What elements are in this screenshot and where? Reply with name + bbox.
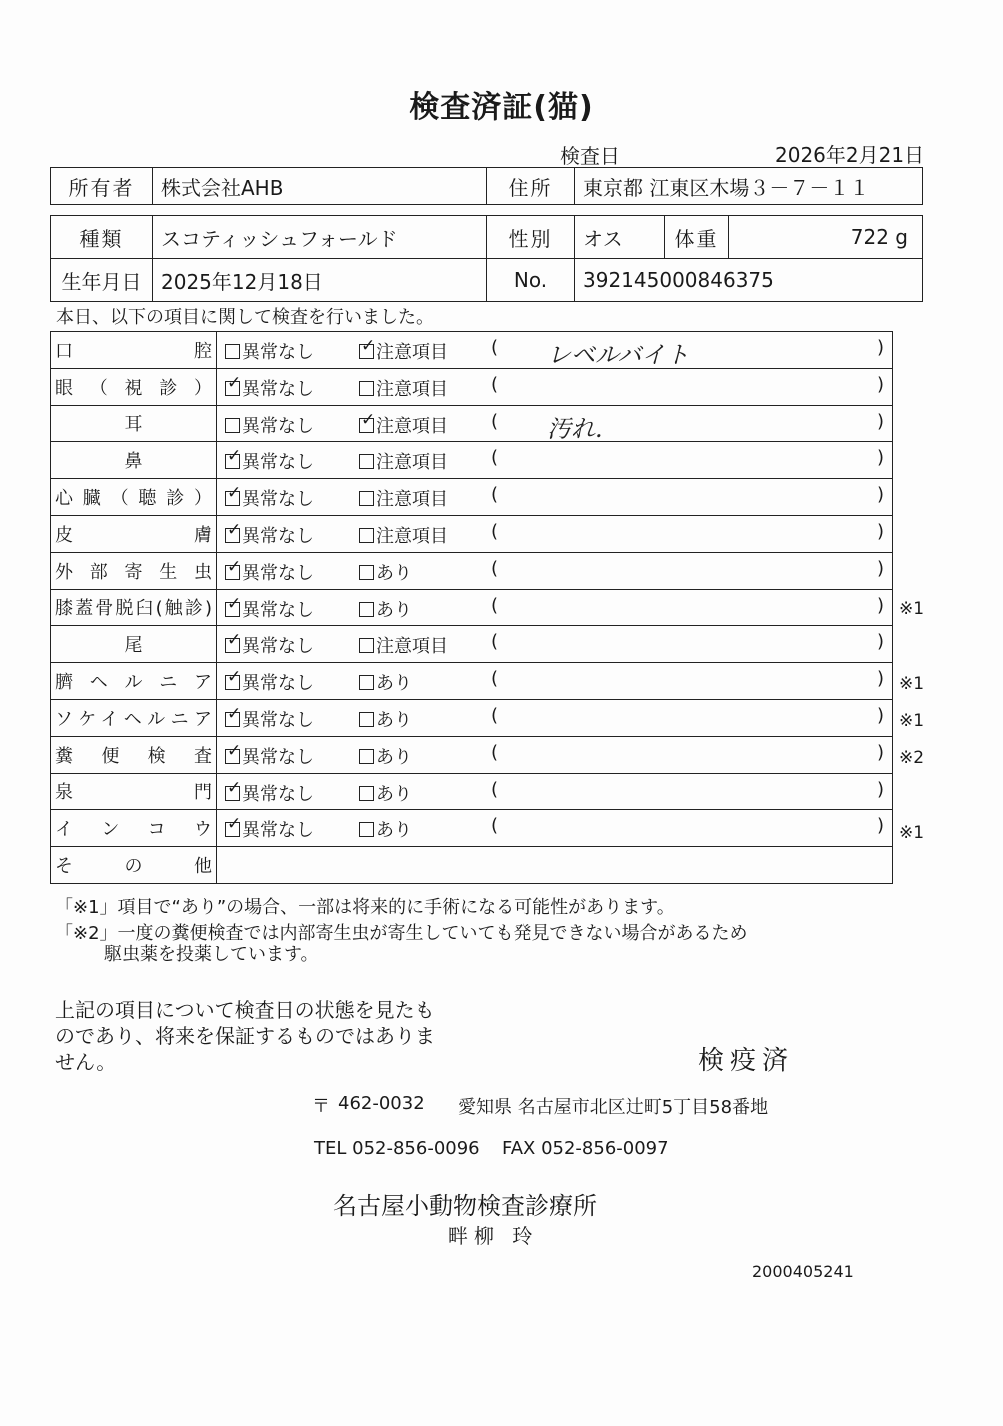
close-paren: ) [876, 815, 884, 837]
item-name-cell [51, 552, 217, 589]
close-paren: ) [876, 484, 884, 506]
other-label: 注意項目 [376, 525, 448, 547]
normal-label: 異常なし [242, 452, 314, 474]
footnote-2: 「※2」一度の糞便検査では内部寄生虫が寄生していても発見できない場合があるため [55, 923, 748, 944]
close-paren: ) [876, 557, 884, 579]
checkbox-icon[interactable] [225, 749, 240, 764]
item-name-cell [51, 405, 217, 442]
close-paren: ) [876, 337, 884, 358]
checkbox-icon[interactable] [359, 712, 374, 727]
checkbox-icon[interactable] [359, 749, 374, 764]
close-paren: ) [876, 631, 884, 653]
birth-value: 2025年12月18日 [153, 259, 487, 302]
no-label: No. [487, 259, 575, 302]
other-option[interactable] [359, 522, 448, 548]
table-row [51, 368, 893, 405]
breed-value: スコティッシュフォールド [153, 216, 487, 259]
owner-address: 東京都 江東区木場３－７－１１ [575, 168, 923, 205]
owner-value: 株式会社AHB [153, 168, 487, 205]
close-paren: ) [876, 410, 884, 432]
table-row [51, 847, 893, 884]
item-result-cell [217, 479, 893, 516]
normal-option[interactable] [225, 559, 314, 585]
table-row [51, 479, 893, 516]
item-result-cell [217, 332, 893, 369]
item-result-cell [217, 699, 893, 736]
item-name: 泉門 [55, 782, 212, 804]
footnote-mark: ※1 [899, 822, 925, 843]
other-label: 注意項目 [376, 489, 448, 511]
checkbox-icon[interactable] [359, 454, 374, 469]
inspector-name: 畔柳 玲 [448, 1224, 539, 1248]
item-result-cell [217, 405, 893, 442]
item-name-cell [51, 663, 217, 700]
normal-option[interactable] [225, 338, 314, 364]
close-paren: ) [876, 447, 884, 469]
open-paren: ( [491, 337, 499, 358]
checkbox-icon[interactable] [359, 786, 374, 801]
other-option[interactable] [359, 375, 448, 401]
inspection-items-table [50, 331, 893, 884]
item-name-cell [51, 699, 217, 736]
open-paren: ( [491, 410, 499, 432]
item-result-cell [217, 847, 893, 884]
normal-option[interactable] [225, 596, 314, 622]
checkbox-icon[interactable] [359, 528, 374, 543]
normal-label: 異常なし [242, 673, 314, 695]
normal-option[interactable] [225, 706, 314, 732]
other-option[interactable] [359, 412, 448, 438]
normal-option[interactable] [225, 780, 314, 806]
open-paren: ( [491, 741, 499, 763]
table-row [51, 332, 893, 369]
other-option[interactable] [359, 669, 412, 695]
footnote-1: 「※1」項目で“あり”の場合、一部は将来的に手術になる可能性があります。 [55, 897, 675, 918]
weight-label: 体重 [665, 216, 729, 259]
item-name: 眼（視診） [55, 377, 212, 399]
table-row [51, 699, 893, 736]
checkbox-icon[interactable] [225, 602, 240, 617]
checkbox-icon[interactable] [359, 381, 374, 396]
normal-label: 異常なし [242, 636, 314, 658]
postal-icon: 〒 [312, 1096, 330, 1117]
normal-label: 異常なし [242, 342, 314, 363]
other-label: 注意項目 [376, 636, 448, 658]
checkbox-icon[interactable] [359, 565, 374, 580]
item-name: 鼻 [124, 451, 143, 473]
footnote-mark: ※1 [899, 599, 925, 620]
item-name: 口腔 [55, 340, 212, 362]
checkbox-icon[interactable] [225, 344, 240, 359]
checkbox-icon[interactable] [225, 675, 240, 690]
inspection-date: 2026年2月21日 [775, 143, 925, 167]
item-result-cell [217, 626, 893, 663]
normal-label: 異常なし [242, 562, 314, 584]
normal-label: 異常なし [242, 820, 314, 842]
owner-label: 所有者 [51, 168, 153, 205]
item-name-cell [51, 368, 217, 405]
other-option[interactable] [359, 559, 412, 585]
other-label: 注意項目 [376, 342, 448, 363]
checkbox-icon[interactable] [359, 418, 374, 433]
no-value: 392145000846375 [575, 259, 923, 302]
checkbox-icon[interactable] [225, 712, 240, 727]
item-name-cell [51, 589, 217, 626]
breed-label: 種類 [51, 216, 153, 259]
other-option[interactable] [359, 632, 448, 658]
other-option[interactable] [359, 448, 448, 474]
checkbox-icon[interactable] [225, 491, 240, 506]
close-paren: ) [876, 741, 884, 763]
birth-label: 生年月日 [51, 259, 153, 302]
owner-table [50, 167, 923, 205]
normal-option[interactable] [225, 816, 314, 842]
table-row [51, 589, 893, 626]
normal-option[interactable] [225, 375, 314, 401]
other-option[interactable] [359, 706, 412, 732]
item-name-cell [51, 773, 217, 810]
other-option[interactable] [359, 338, 448, 364]
normal-label: 異常なし [242, 746, 314, 768]
open-paren: ( [491, 373, 499, 395]
table-row [51, 515, 893, 552]
checkbox-icon[interactable] [359, 491, 374, 506]
address-label: 住所 [487, 168, 575, 205]
animal-table [50, 215, 923, 302]
checkbox-icon[interactable] [225, 565, 240, 580]
intro-text: 本日、以下の項目に関して検査を行いました。 [56, 307, 434, 328]
checkbox-icon[interactable] [225, 528, 240, 543]
table-row [51, 442, 893, 479]
item-result-cell [217, 810, 893, 847]
item-name-cell [51, 626, 217, 663]
footnote-3: 駆虫薬を投薬しています。 [104, 944, 319, 965]
item-result-cell [217, 442, 893, 479]
close-paren: ) [876, 520, 884, 542]
table-row [51, 405, 893, 442]
normal-option[interactable] [225, 485, 314, 511]
open-paren: ( [491, 520, 499, 542]
open-paren: ( [491, 668, 499, 690]
weight-value: 722 g [729, 216, 923, 259]
item-name-cell [51, 847, 217, 884]
normal-label: 異常なし [242, 489, 314, 511]
table-row [51, 663, 893, 700]
other-option[interactable] [359, 485, 448, 511]
other-option[interactable] [359, 596, 412, 622]
checkbox-icon[interactable] [225, 786, 240, 801]
serial-number: 2000405241 [752, 1262, 854, 1281]
other-label: あり [376, 599, 412, 621]
other-label: あり [376, 673, 412, 695]
item-result-cell [217, 515, 893, 552]
other-label: あり [376, 820, 412, 842]
item-result-cell [217, 773, 893, 810]
item-name: 膝蓋骨脱臼(触診) [55, 598, 212, 620]
open-paren: ( [491, 815, 499, 837]
checkbox-icon[interactable] [225, 454, 240, 469]
checkbox-icon[interactable] [225, 418, 240, 433]
close-paren: ) [876, 594, 884, 616]
open-paren: ( [491, 778, 499, 800]
item-result-cell [217, 589, 893, 626]
close-paren: ) [876, 373, 884, 395]
item-name: その他 [55, 856, 212, 878]
open-paren: ( [491, 557, 499, 579]
normal-label: 異常なし [242, 525, 314, 547]
other-option[interactable] [359, 743, 412, 769]
table-row [51, 810, 893, 847]
inspection-date-label: 検査日 [560, 144, 620, 168]
item-result-cell [217, 736, 893, 773]
checkbox-icon[interactable] [359, 822, 374, 837]
sex-label: 性別 [487, 216, 575, 259]
item-name-cell [51, 479, 217, 516]
footnote-mark: ※2 [899, 748, 925, 769]
normal-option[interactable] [225, 632, 314, 658]
item-result-cell [217, 552, 893, 589]
item-result-cell [217, 663, 893, 700]
clinic-address: 愛知県 名古屋市北区辻町5丁目58番地 [458, 1097, 769, 1118]
normal-label: 異常なし [242, 599, 314, 621]
item-name: 耳 [124, 414, 143, 436]
quarantine-seal: 検疫済 [698, 1046, 795, 1076]
clinic-tel: TEL 052-856-0096 [314, 1138, 480, 1159]
item-name-cell [51, 332, 217, 369]
other-label: 注意項目 [376, 452, 448, 474]
table-row [51, 552, 893, 589]
footnote-mark: ※1 [899, 673, 925, 694]
open-paren: ( [491, 484, 499, 506]
close-paren: ) [876, 704, 884, 726]
item-name: 臍ヘルニア [55, 672, 212, 694]
close-paren: ) [876, 778, 884, 800]
open-paren: ( [491, 704, 499, 726]
item-name: 皮膚 [55, 524, 212, 546]
other-label: あり [376, 746, 412, 768]
table-row [51, 773, 893, 810]
disclaimer: 上記の項目について検査日の状態を見たものであり、将来を保証するものではありません。 [55, 998, 435, 1074]
normal-label: 異常なし [242, 378, 314, 400]
table-row [51, 626, 893, 663]
item-name-cell [51, 442, 217, 479]
table-row [51, 736, 893, 773]
checkbox-icon[interactable] [225, 822, 240, 837]
item-name: インコウ [55, 819, 212, 841]
item-name: 糞便検査 [55, 745, 212, 767]
checkbox-icon[interactable] [225, 638, 240, 653]
normal-option[interactable] [225, 743, 314, 769]
normal-label: 異常なし [242, 783, 314, 805]
checkbox-icon[interactable] [359, 344, 374, 359]
item-name-cell [51, 736, 217, 773]
item-name: ソケイヘルニア [55, 708, 212, 730]
other-label: 注意項目 [376, 415, 448, 437]
other-label: あり [376, 709, 412, 731]
other-option[interactable] [359, 816, 412, 842]
item-name: 心臓（聴診） [55, 488, 212, 510]
other-label: 注意項目 [376, 378, 448, 400]
other-option[interactable] [359, 780, 412, 806]
normal-option[interactable] [225, 522, 314, 548]
normal-label: 異常なし [242, 415, 314, 437]
item-result-cell [217, 368, 893, 405]
page-title: 検査済証(猫) [409, 90, 594, 125]
open-paren: ( [491, 631, 499, 653]
open-paren: ( [491, 447, 499, 469]
footnote-mark: ※1 [899, 711, 925, 731]
other-label: あり [376, 783, 412, 805]
handwritten-note: レベルバイト [547, 341, 690, 369]
postal-code: 462-0032 [338, 1093, 425, 1114]
item-name-cell [51, 515, 217, 552]
item-name-cell [51, 810, 217, 847]
normal-label: 異常なし [242, 709, 314, 731]
normal-option[interactable] [225, 669, 314, 695]
checkbox-icon[interactable] [225, 381, 240, 396]
normal-option[interactable] [225, 412, 314, 438]
handwritten-note: 汚れ. [547, 414, 603, 442]
close-paren: ) [876, 668, 884, 690]
other-label: あり [376, 562, 412, 584]
normal-option[interactable] [225, 448, 314, 474]
item-name: 尾 [124, 635, 143, 657]
sex-value: オス [575, 216, 665, 259]
item-name: 外部寄生虫 [55, 561, 212, 583]
clinic-fax: FAX 052-856-0097 [502, 1138, 669, 1159]
open-paren: ( [491, 594, 499, 616]
checkbox-icon[interactable] [359, 602, 374, 617]
checkbox-icon[interactable] [359, 638, 374, 653]
clinic-name: 名古屋小動物検査診療所 [333, 1192, 597, 1220]
checkbox-icon[interactable] [359, 675, 374, 690]
